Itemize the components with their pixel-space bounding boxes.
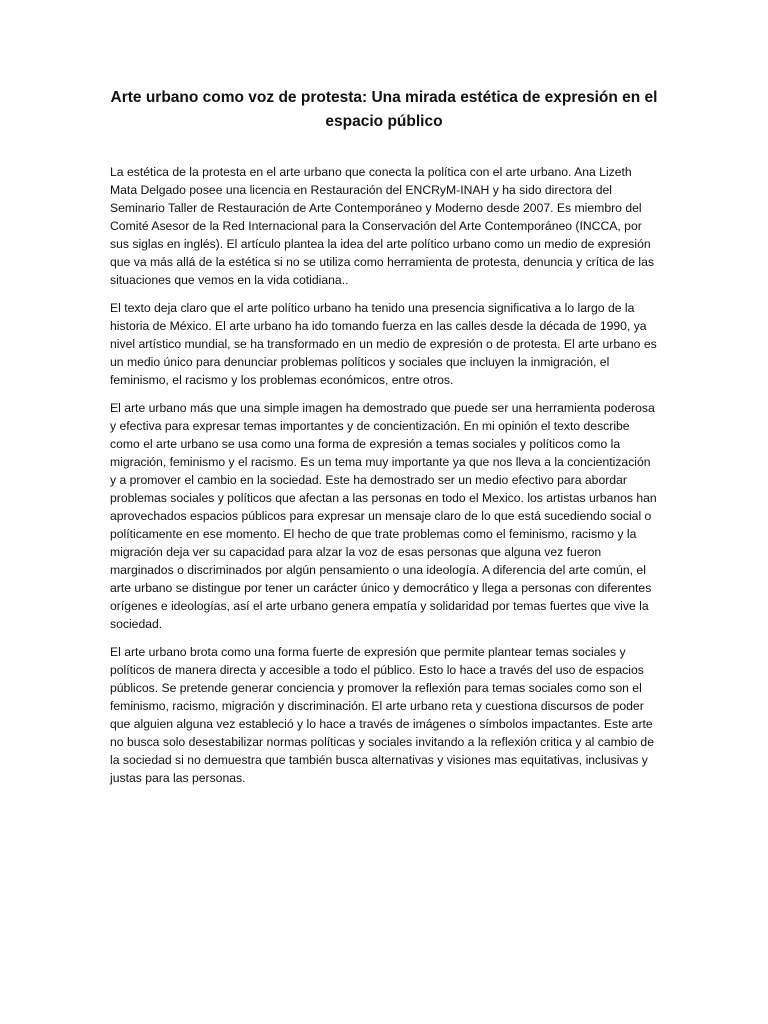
- paragraph-3: El arte urbano más que una simple imagen ha demostrado que puede ser una herramienta poderosa y efectiva para expresar temas importantes y de concientización. En mi opinión el texto describe como el arte urbano se usa como una forma de expresión a temas sociales y políticos como la migración, feminismo y el racismo. Es un tema muy importante ya que nos lleva a la concientización y a promover el cambio en la sociedad. Este ha demostrado ser un medio efectivo para abordar problemas sociales y políticos que afectan a las personas en todo el Mexico. los artistas urbanos han aprovechados espacios públicos para expresar un mensaje claro de lo que está sucediendo social o políticamente en ese momento. El hecho de que trate problemas como el feminismo, racismo y la migración deja ver su capacidad para alzar la voz de esas personas que alguna vez fueron marginados o discriminados por algún pensamiento o una ideología. A diferencia del arte común, el arte urbano se distingue por tener un carácter único y democrático y llega a personas con diferentes orígenes e ideologías, así el arte urbano genera empatía y solidaridad por temas fuertes que vive la sociedad.: [110, 401, 657, 631]
- document-body: [110, 163, 660, 797]
- document-title: Arte urbano como voz de protesta: Una mirada estética de expresión en el espacio público: [110, 89, 658, 130]
- paragraph-4: El arte urbano brota como una forma fuerte de expresión que permite plantear temas sociales y políticos de manera directa y accesible a todo el público. Esto lo hace a través del uso de espacios públicos. Se pretende generar conciencia y promover la reflexión para temas sociales como son el feminismo, racismo, migración y discriminación. El arte urbano reta y cuestiona discursos de poder que alguien alguna vez estableció y lo hace a través de imágenes o símbolos impactantes. Este arte no busca solo desestabilizar normas políticas y sociales invitando a la reflexión critica y al cambio de la sociedad si no demuestra que también busca alternativas y visiones mas equitativas, inclusivas y justas para las personas.: [110, 645, 654, 785]
- paragraph-2: El texto deja claro que el arte político urbano ha tenido una presencia significativa a lo largo de la historia de México. El arte urbano ha ido tomando fuerza en las calles desde la década de 1990, ya nivel artístico mundial, se ha transformado en un medio de expresión o de protesta. El arte urbano es un medio único para denunciar problemas políticos y sociales que incluyen la inmigración, el feminismo, el racismo y los problemas económicos, entre otros.: [110, 301, 657, 387]
- paragraph-1: La estética de la protesta en el arte urbano que conecta la política con el arte urbano. Ana Lizeth Mata Delgado posee una licencia en Restauración del ENCRyM-INAH y ha sido directora del Seminario Taller de Restauración de Arte Contemporáneo y Moderno desde 2007. Es miembro del Comité Asesor de la Red Internacional para la Conservación del Arte Contemporáneo (INCCA, por sus siglas en inglés). El artículo plantea la idea del arte político urbano como un medio de expresión que va más allá de la estética si no se utiliza como herramienta de protesta, denuncia y crítica de las situaciones que vemos en la vida cotidiana..: [110, 165, 654, 287]
